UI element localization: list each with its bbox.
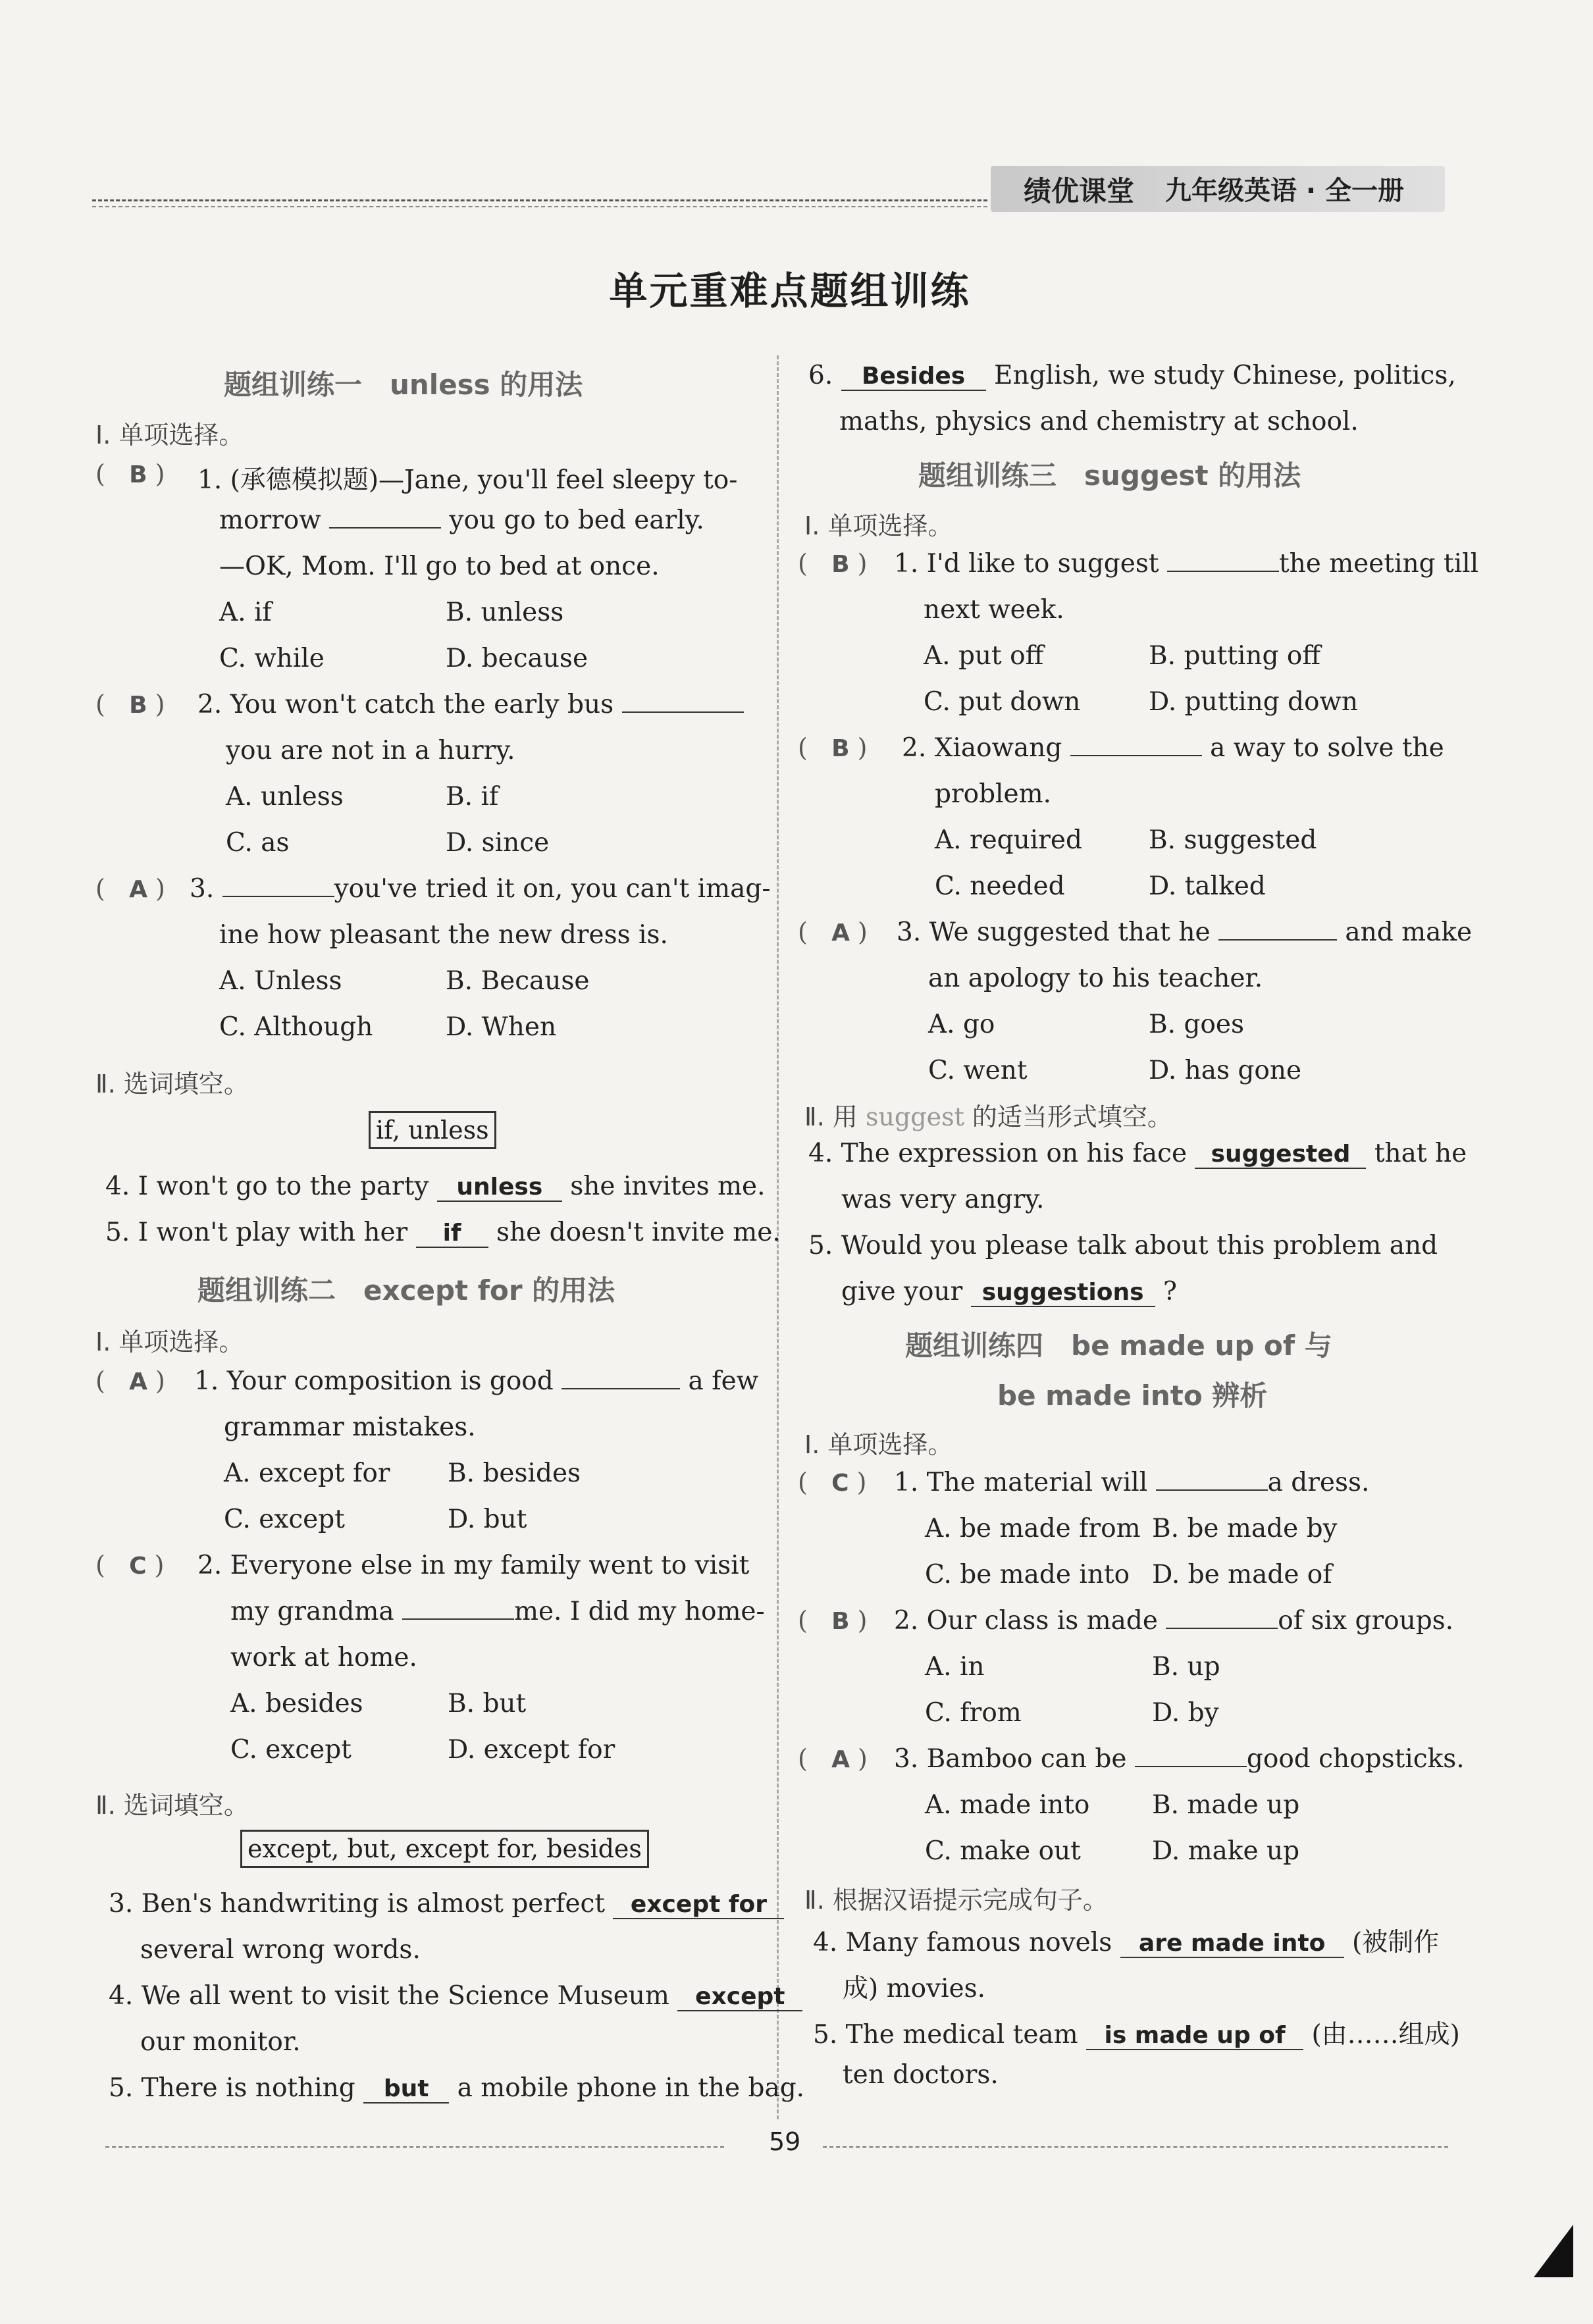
question-fragment: 2. You won't catch the early bus	[197, 690, 614, 719]
option: C. put down	[924, 687, 1081, 717]
question-text	[105, 1218, 781, 1248]
answer: C	[831, 1470, 849, 1497]
question-fragment: the meeting till	[1278, 549, 1479, 579]
question-fragment: 3.	[190, 874, 222, 904]
heading-fragment: suggest	[865, 1102, 964, 1131]
answer: B	[129, 692, 147, 719]
header-rule	[92, 199, 987, 201]
section-title-g4: 题组训练四 be made up of 与	[905, 1330, 1332, 1362]
section-title-g4-line2: be made into 辨析	[997, 1380, 1268, 1412]
option: B. goes	[1149, 1010, 1244, 1039]
subsection-heading: Ⅱ. 选词填空。	[95, 1070, 249, 1098]
question-fragment: (被制作	[1344, 1928, 1440, 1957]
header-rule-2	[92, 206, 987, 207]
question-fragment: good chopsticks.	[1246, 1744, 1465, 1774]
option: D. be made of	[1152, 1560, 1332, 1589]
option: C. needed	[935, 871, 1065, 901]
option: B. but	[448, 1689, 527, 1718]
option: B. Because	[446, 966, 590, 996]
option: A. made into	[925, 1790, 1090, 1820]
question-fragment: a few	[680, 1366, 759, 1396]
question-fragment: 5. I won't play with her	[105, 1218, 416, 1247]
question-text	[808, 1139, 1467, 1169]
question-text: maths, physics and chemistry at school.	[839, 407, 1359, 436]
answer-bracket: ( B )	[95, 459, 165, 488]
subsection-heading: Ⅰ. 单项选择。	[95, 1328, 244, 1356]
option: C. except	[230, 1735, 352, 1765]
option: D. talked	[1149, 871, 1266, 901]
heading-fragment: 的适当形式填空。	[964, 1102, 1172, 1131]
question-text: grammar mistakes.	[224, 1412, 476, 1442]
question-fragment: 6.	[808, 361, 841, 390]
question-fragment: 1. Your composition is good	[194, 1366, 562, 1396]
question-text: an apology to his teacher.	[928, 964, 1263, 993]
question-text: 成) movies.	[843, 1974, 986, 2003]
question-text	[894, 549, 1478, 579]
answer-bracket: ( A )	[95, 1366, 165, 1395]
answer-blank	[1135, 1766, 1247, 1767]
question-text: work at home.	[230, 1643, 417, 1672]
option: C. make out	[925, 1836, 1081, 1866]
question-fragment: a dress.	[1267, 1468, 1370, 1497]
answer-blank	[1070, 755, 1202, 756]
option: C. as	[226, 828, 290, 858]
option: C. while	[219, 644, 325, 673]
subsection-heading: Ⅰ. 单项选择。	[804, 1430, 953, 1459]
answer-bracket: ( B )	[798, 733, 868, 762]
section-title-g2: 题组训练二 except for 的用法	[197, 1274, 615, 1306]
option: D. because	[446, 644, 588, 673]
question-text	[230, 1597, 765, 1626]
question-fragment: a mobile phone in the bag.	[449, 2073, 805, 2103]
question-text	[109, 1889, 784, 1919]
question-fragment: 3. We suggested that he	[897, 917, 1218, 947]
option: A. Unless	[219, 966, 342, 996]
answer-blank	[329, 527, 441, 529]
option: B. putting off	[1149, 641, 1321, 671]
section-title-g1: 题组训练一 unless 的用法	[224, 369, 583, 401]
filled-answer: but	[363, 2075, 449, 2104]
option: D. When	[446, 1012, 557, 1042]
answer-bracket: ( A )	[798, 1744, 868, 1773]
option: D. by	[1152, 1698, 1219, 1728]
subsection-heading: Ⅰ. 单项选择。	[804, 511, 953, 540]
question-text	[813, 2014, 1460, 2051]
answer-blank	[402, 1618, 514, 1620]
answer-bracket: ( C )	[798, 1468, 867, 1497]
question-text: 2. Everyone else in my family went to visit	[197, 1551, 750, 1580]
question-fragment: 4. We all went to visit the Science Museum	[109, 1981, 678, 2011]
question-text: 1. (承德模拟题)—Jane, you'll feel sleepy to-	[197, 465, 738, 495]
option: D. make up	[1152, 1836, 1300, 1866]
question-text: ten doctors.	[843, 2060, 999, 2090]
question-text	[190, 874, 771, 904]
question-fragment: and make	[1336, 917, 1473, 947]
filled-answer: is made up of	[1086, 2022, 1303, 2050]
option: A. if	[219, 598, 272, 627]
word-bank: except, but, except for, besides	[240, 1830, 649, 1868]
page-title: 单元重难点题组训练	[609, 269, 971, 313]
question-fragment: 3. Bamboo can be	[894, 1744, 1135, 1774]
question-text: problem.	[935, 779, 1051, 809]
option: C. be made into	[925, 1560, 1130, 1589]
filled-answer: Besides	[841, 363, 986, 391]
answer-blank	[1167, 571, 1279, 572]
answer-bracket: ( C )	[95, 1551, 165, 1580]
question-text	[894, 1606, 1453, 1636]
answer: A	[129, 1368, 147, 1395]
question-text	[219, 505, 704, 535]
subsection-heading	[804, 1097, 1172, 1133]
filled-answer: suggestions	[971, 1279, 1155, 1307]
question-text: next week.	[924, 595, 1064, 625]
question-fragment: my grandma	[230, 1597, 402, 1626]
question-fragment: 3. Ben's handwriting is almost perfect	[109, 1889, 614, 1919]
option: A. in	[925, 1652, 985, 1682]
question-text	[109, 1981, 802, 2011]
answer-blank	[1218, 939, 1337, 941]
option: B. if	[446, 782, 499, 812]
question-text: 5. Would you please talk about this problem and	[808, 1231, 1438, 1260]
book-title: 九年级英语 · 全一册	[1165, 176, 1405, 206]
answer-bracket: ( A )	[95, 874, 165, 903]
option: B. besides	[448, 1459, 581, 1488]
word-bank: if, unless	[369, 1111, 496, 1149]
answer: A	[831, 919, 850, 946]
question-text	[894, 1468, 1369, 1497]
question-fragment: 2. Xiaowang	[902, 733, 1070, 763]
question-fragment: 5. There is nothing	[109, 2073, 364, 2103]
question-text	[902, 733, 1444, 763]
question-text	[841, 1277, 1177, 1307]
question-fragment: 4. I won't go to the party	[105, 1172, 437, 1201]
answer-blank	[561, 1388, 680, 1389]
question-fragment: ?	[1155, 1277, 1177, 1306]
option: B. made up	[1152, 1790, 1300, 1820]
question-fragment: you go to bed early.	[441, 505, 704, 535]
question-text: several wrong words.	[140, 1935, 421, 1965]
option: C. Although	[219, 1012, 373, 1042]
option: D. has gone	[1149, 1056, 1302, 1085]
option: A. required	[935, 825, 1082, 855]
question-text	[808, 361, 1456, 391]
option: C. except	[224, 1505, 345, 1534]
heading-fragment: Ⅱ. 用	[804, 1102, 866, 1131]
question-fragment: 5. The medical team	[813, 2020, 1087, 2050]
page-number: 59	[769, 2127, 801, 2156]
filled-answer: except	[677, 1983, 802, 2011]
question-text	[105, 1172, 766, 1202]
question-fragment: she doesn't invite me.	[488, 1218, 781, 1247]
option: B. suggested	[1149, 825, 1317, 855]
option: D. since	[446, 828, 550, 858]
question-fragment: she invites me.	[561, 1172, 766, 1201]
answer-blank	[1156, 1489, 1268, 1491]
subsection-heading: Ⅰ. 单项选择。	[95, 421, 244, 450]
option: A. go	[928, 1010, 995, 1039]
option: A. unless	[226, 782, 344, 812]
answer-bracket: ( B )	[798, 549, 868, 578]
filled-answer: suggested	[1195, 1141, 1366, 1169]
question-fragment: me. I did my home-	[513, 1597, 765, 1626]
answer: A	[831, 1746, 850, 1773]
question-fragment: give your	[841, 1277, 971, 1306]
answer-bracket: ( B )	[95, 690, 165, 719]
question-text	[897, 917, 1472, 947]
answer: B	[831, 1608, 850, 1635]
option: C. from	[925, 1698, 1022, 1728]
question-fragment: English, we study Chinese, politics,	[985, 361, 1456, 390]
option: B. be made by	[1152, 1514, 1338, 1543]
answer: A	[129, 876, 147, 903]
question-fragment: a way to solve the	[1201, 733, 1444, 763]
question-fragment: 4. Many famous novels	[813, 1928, 1120, 1957]
option: D. but	[448, 1505, 527, 1534]
answer-blank	[1166, 1628, 1278, 1629]
footer-rule-right	[823, 2146, 1448, 2148]
option: D. except for	[448, 1735, 615, 1765]
filled-answer: except for	[613, 1891, 784, 1919]
answer: B	[831, 551, 850, 578]
question-text	[109, 2073, 804, 2104]
question-fragment: of six groups.	[1278, 1606, 1454, 1636]
question-fragment: 2. Our class is made	[894, 1606, 1166, 1636]
answer-blank	[222, 896, 334, 897]
answer-bracket: ( B )	[798, 1606, 868, 1635]
option: A. be made from	[925, 1514, 1141, 1543]
question-fragment: (由……组成)	[1303, 2020, 1460, 2050]
corner-mark	[1534, 2225, 1573, 2277]
question-fragment: 1. The material will	[894, 1468, 1156, 1497]
footer-rule-left	[105, 2146, 724, 2148]
question-text: was very angry.	[841, 1185, 1045, 1214]
option: B. up	[1152, 1652, 1220, 1682]
question-fragment: that he	[1366, 1139, 1467, 1168]
subsection-heading: Ⅱ. 根据汉语提示完成句子。	[804, 1886, 1108, 1915]
question-fragment: 1. I'd like to suggest	[894, 549, 1167, 579]
filled-answer: unless	[437, 1174, 562, 1202]
option: A. put off	[924, 641, 1044, 671]
question-text	[813, 1922, 1439, 1959]
question-fragment: morrow	[219, 505, 330, 535]
answer: B	[129, 461, 147, 488]
question-text: our monitor.	[140, 2027, 301, 2057]
option: A. besides	[230, 1689, 363, 1718]
filled-answer: are made into	[1120, 1930, 1344, 1958]
question-text	[194, 1366, 758, 1396]
question-text	[197, 690, 744, 719]
answer-blank	[622, 711, 744, 713]
answer-bracket: ( A )	[798, 917, 868, 946]
option: C. went	[928, 1056, 1028, 1085]
question-text: you are not in a hurry.	[226, 736, 515, 765]
question-fragment: 4. The expression on his face	[808, 1139, 1195, 1168]
question-fragment: you've tried it on, you can't imag-	[334, 874, 771, 904]
option: D. putting down	[1149, 687, 1358, 717]
subsection-heading: Ⅱ. 选词填空。	[95, 1791, 249, 1820]
filled-answer: if	[416, 1220, 488, 1248]
option: B. unless	[446, 598, 564, 627]
question-text: —OK, Mom. I'll go to bed at once.	[219, 552, 660, 581]
answer: C	[129, 1553, 147, 1580]
option: A. except for	[224, 1459, 390, 1488]
section-title-g3: 题组训练三 suggest 的用法	[918, 459, 1301, 492]
question-text: ine how pleasant the new dress is.	[219, 920, 668, 950]
brand-title: 绩优课堂	[1024, 175, 1135, 207]
answer: B	[831, 735, 850, 762]
question-text	[894, 1744, 1465, 1774]
